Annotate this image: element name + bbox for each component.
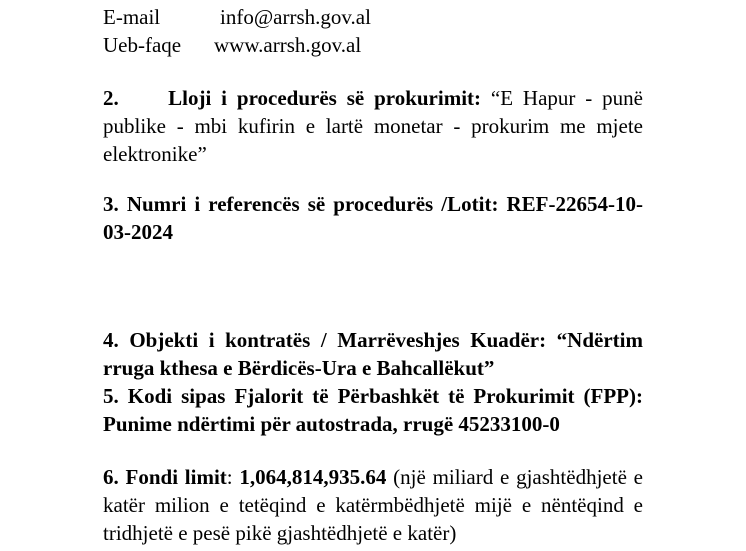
email-label: E-mail bbox=[103, 5, 161, 29]
website-label: Ueb-faqe bbox=[103, 33, 182, 57]
document-page bbox=[103, 3, 643, 547]
procedure-type-section bbox=[103, 84, 643, 168]
email-row bbox=[103, 3, 643, 31]
limit-fund-label: 6. Fondi limit bbox=[103, 465, 227, 489]
procedure-type-text: “E Hapur - punë publike - mbi kufirin e lartë monetar - prokurim me mjete elektronike” bbox=[103, 86, 643, 166]
procedure-type-heading: 2. Lloji i procedurës së prokurimit: bbox=[103, 86, 482, 110]
limit-fund-section bbox=[103, 463, 643, 547]
limit-fund-amount: 1,064,814,935.64 bbox=[239, 465, 387, 489]
email-value: info@arrsh.gov.al bbox=[220, 5, 371, 29]
contract-object-section: 4. Objekti i kontratës / Marrëveshjes Kuadër: “Ndërtim rruga kthesa e Bërdicës-Ura e Bahcallëkut” bbox=[103, 328, 643, 380]
cpv-code-section: 5. Kodi sipas Fjalorit të Përbashkët të Prokurimit (FPP): Punime ndërtimi për autostrada, rrugë 45233100-0 bbox=[103, 384, 643, 436]
limit-fund-text: (një miliard e gjashtëdhjetë e katër milion e tetëqind e katërmbëdhjetë mijë e nëntëqind e tridhjetë e pesë pikë gjashtëdhjetë e katër) bbox=[103, 465, 643, 545]
website-value: www.arrsh.gov.al bbox=[214, 33, 362, 57]
limit-fund-colon: : bbox=[226, 465, 240, 489]
reference-number-section: 3. Numri i referencës së procedurës /Lotit: REF-22654-10-03-2024 bbox=[103, 192, 643, 244]
website-row bbox=[103, 31, 643, 59]
